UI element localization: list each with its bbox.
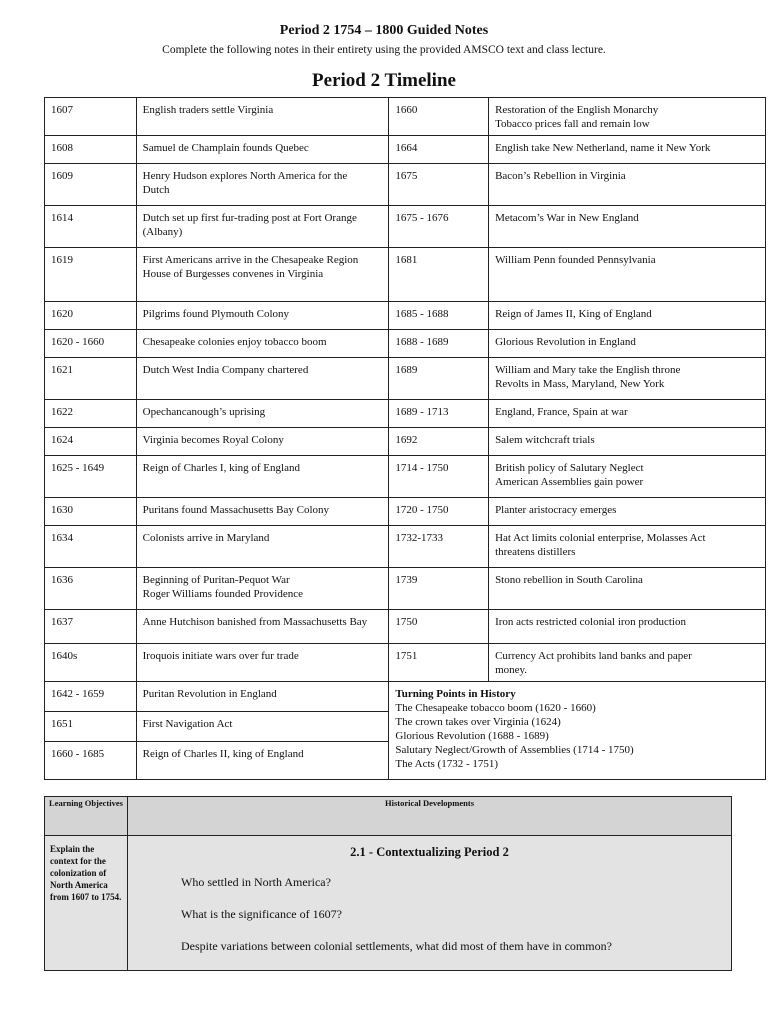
- timeline-row: [45, 644, 766, 682]
- timeline-year: 1634: [45, 526, 137, 568]
- timeline-event: First Navigation Act: [136, 712, 389, 742]
- timeline-event: [136, 400, 389, 428]
- timeline-row: [45, 206, 766, 248]
- question-2: What is the significance of 1607?: [181, 907, 342, 921]
- event-text-line: Puritans found Massachusetts Bay Colony: [142, 504, 330, 516]
- event-text-line: British policy of Salutary Neglect: [495, 462, 644, 474]
- timeline-year: 1624: [45, 428, 137, 456]
- timeline-event: [489, 98, 766, 136]
- turning-point-item: The Chesapeake tobacco boom (1620 - 1660): [395, 702, 596, 714]
- timeline-table: [44, 97, 766, 780]
- timeline-event: [489, 330, 766, 358]
- timeline-event: [136, 248, 389, 302]
- event-text-line: (Albany): [142, 226, 183, 238]
- event-text-line: House of Burgesses convenes in Virginia: [142, 268, 324, 280]
- timeline-row: [45, 682, 766, 712]
- timeline-year: 1620: [45, 302, 137, 330]
- page-subtitle: Complete the following notes in their entirety using the provided AMSCO text and class lecture.: [162, 44, 606, 56]
- timeline-year: 1720 - 1750: [389, 498, 489, 526]
- timeline-event: [489, 568, 766, 610]
- learning-objective-text: Explain the context for the colonization of North America from 1607 to 1754.: [50, 844, 122, 902]
- timeline-row: [45, 136, 766, 164]
- event-text-line: American Assemblies gain power: [495, 476, 644, 488]
- timeline-year: 1688 - 1689: [389, 330, 489, 358]
- timeline-event: [489, 498, 766, 526]
- event-text-line: Pilgrims found Plymouth Colony: [142, 308, 290, 320]
- timeline-year: 1625 - 1649: [45, 456, 137, 498]
- timeline-event: [489, 526, 766, 568]
- event-text-line: threatens distillers: [495, 546, 576, 558]
- timeline-row: [45, 330, 766, 358]
- timeline-event: [489, 610, 766, 644]
- timeline-year: 1675 - 1676: [389, 206, 489, 248]
- timeline-event: [136, 498, 389, 526]
- event-text-line: English take New Netherland, name it New York: [495, 142, 711, 154]
- developments-content-cell: [128, 836, 732, 971]
- event-text-line: Dutch: [142, 184, 170, 196]
- question-3: Despite variations between colonial settlements, what did most of them have in common?: [181, 939, 612, 953]
- page-title: Period 2 1754 – 1800 Guided Notes: [279, 23, 489, 38]
- event-text-line: Beginning of Puritan-Pequot War: [142, 574, 290, 586]
- timeline-event: [489, 428, 766, 456]
- timeline-row: [45, 302, 766, 330]
- timeline-year: 1660: [389, 98, 489, 136]
- timeline-year: 1609: [45, 164, 137, 206]
- timeline-year: 1620 - 1660: [45, 330, 137, 358]
- timeline-year: 1685 - 1688: [389, 302, 489, 330]
- event-text-line: Revolts in Mass, Maryland, New York: [495, 378, 665, 390]
- question-1: Who settled in North America?: [181, 875, 331, 889]
- timeline-event: [136, 526, 389, 568]
- event-text-line: Virginia becomes Royal Colony: [142, 434, 284, 446]
- event-text-line: Restoration of the English Monarchy: [495, 104, 659, 116]
- timeline-row: [45, 358, 766, 400]
- event-text-line: Hat Act limits colonial enterprise, Molasses Act: [495, 532, 706, 544]
- turning-points-heading: Turning Points in History: [395, 688, 516, 700]
- turning-points-cell: [389, 682, 766, 780]
- timeline-event: [489, 400, 766, 428]
- event-text-line: Chesapeake colonies enjoy tobacco boom: [142, 336, 327, 348]
- event-text-line: Iroquois initiate wars over fur trade: [142, 650, 299, 662]
- timeline-year: 1636: [45, 568, 137, 610]
- event-text-line: Iron acts restricted colonial iron production: [495, 616, 686, 628]
- timeline-row: [45, 400, 766, 428]
- turning-point-item: The crown takes over Virginia (1624): [395, 716, 561, 728]
- timeline-row: [45, 610, 766, 644]
- timeline-year: 1619: [45, 248, 137, 302]
- timeline-year: 1622: [45, 400, 137, 428]
- timeline-event: [489, 358, 766, 400]
- historical-developments-header: Historical Developments: [128, 797, 732, 836]
- timeline-year: 1642 - 1659: [45, 682, 137, 712]
- timeline-event: [136, 206, 389, 248]
- event-text-line: Samuel de Champlain founds Quebec: [142, 142, 309, 154]
- timeline-event: [136, 644, 389, 682]
- event-text-line: Dutch set up first fur-trading post at Fort Orange: [142, 212, 357, 224]
- timeline-year: 1637: [45, 610, 137, 644]
- timeline-event: [489, 456, 766, 498]
- timeline-year: 1664: [389, 136, 489, 164]
- timeline-year: 1651: [45, 712, 137, 742]
- timeline-event: [136, 136, 389, 164]
- event-text-line: Dutch West India Company chartered: [142, 364, 309, 376]
- event-text-line: Stono rebellion in South Carolina: [495, 574, 643, 586]
- event-text-line: Planter aristocracy emerges: [495, 504, 617, 516]
- event-text-line: Glorious Revolution in England: [495, 336, 636, 348]
- timeline-event: [136, 98, 389, 136]
- timeline-year: 1692: [389, 428, 489, 456]
- turning-point-item: Glorious Revolution (1688 - 1689): [395, 730, 549, 742]
- timeline-event: [136, 302, 389, 330]
- event-text-line: Tobacco prices fall and remain low: [495, 118, 650, 130]
- timeline-event: [489, 206, 766, 248]
- event-text-line: Reign of Charles I, king of England: [142, 462, 300, 474]
- event-text-line: Bacon’s Rebellion in Virginia: [495, 170, 626, 182]
- timeline-event: [489, 248, 766, 302]
- timeline-event: [136, 610, 389, 644]
- timeline-event: [489, 164, 766, 206]
- turning-point-item: Salutary Neglect/Growth of Assemblies (1714 - 1750): [395, 744, 634, 756]
- timeline-year: 1607: [45, 98, 137, 136]
- historical-developments-table: [44, 796, 732, 971]
- timeline-event: [489, 644, 766, 682]
- timeline-event: [136, 568, 389, 610]
- section-title: 2.1 - Contextualizing Period 2: [350, 845, 509, 859]
- timeline-year: 1675: [389, 164, 489, 206]
- event-text-line: Metacom’s War in New England: [495, 212, 639, 224]
- event-text-line: Salem witchcraft trials: [495, 434, 595, 446]
- event-text-line: Henry Hudson explores North America for the: [142, 170, 348, 182]
- timeline-year: 1751: [389, 644, 489, 682]
- timeline-event: [136, 456, 389, 498]
- timeline-row: [45, 526, 766, 568]
- event-text-line: Reign of James II, King of England: [495, 308, 652, 320]
- timeline-row: [45, 98, 766, 136]
- event-text-line: money.: [495, 664, 528, 676]
- timeline-event: [136, 330, 389, 358]
- timeline-event: [489, 302, 766, 330]
- timeline-event: Puritan Revolution in England: [136, 682, 389, 712]
- timeline-row: [45, 248, 766, 302]
- timeline-year: 1689: [389, 358, 489, 400]
- timeline-year: 1739: [389, 568, 489, 610]
- timeline-year: 1732-1733: [389, 526, 489, 568]
- learning-objective-cell: [45, 836, 128, 971]
- timeline-year: 1621: [45, 358, 137, 400]
- event-text-line: Currency Act prohibits land banks and paper: [495, 650, 692, 662]
- timeline-year: 1714 - 1750: [389, 456, 489, 498]
- timeline-event: Reign of Charles II, king of England: [136, 742, 389, 780]
- timeline-year: 1630: [45, 498, 137, 526]
- timeline-event: [136, 428, 389, 456]
- timeline-event: [136, 164, 389, 206]
- event-text-line: First Americans arrive in the Chesapeake Region: [142, 254, 359, 266]
- timeline-year: 1681: [389, 248, 489, 302]
- timeline-year: 1608: [45, 136, 137, 164]
- event-text-line: Roger Williams founded Providence: [142, 588, 303, 600]
- timeline-year: 1614: [45, 206, 137, 248]
- timeline-row: [45, 456, 766, 498]
- timeline-row: [45, 568, 766, 610]
- timeline-year: 1750: [389, 610, 489, 644]
- timeline-event: [136, 358, 389, 400]
- timeline-row: [45, 498, 766, 526]
- learning-objectives-header: Learning Objectives: [45, 797, 128, 836]
- timeline-title: Period 2 Timeline: [312, 70, 456, 91]
- developments-row: [45, 836, 732, 971]
- event-text-line: William and Mary take the English throne: [495, 364, 681, 376]
- event-text-line: Colonists arrive in Maryland: [142, 532, 270, 544]
- timeline-year: 1660 - 1685: [45, 742, 137, 780]
- event-text-line: William Penn founded Pennsylvania: [495, 254, 656, 266]
- timeline-year: 1640s: [45, 644, 137, 682]
- timeline-event: [489, 136, 766, 164]
- developments-header-row: [45, 797, 732, 836]
- timeline-row: [45, 428, 766, 456]
- event-text-line: Anne Hutchison banished from Massachusetts Bay: [142, 616, 368, 628]
- timeline-row: [45, 164, 766, 206]
- event-text-line: English traders settle Virginia: [142, 104, 274, 116]
- timeline-year: 1689 - 1713: [389, 400, 489, 428]
- event-text-line: Opechancanough’s uprising: [142, 406, 266, 418]
- event-text-line: England, France, Spain at war: [495, 406, 628, 418]
- turning-point-item: The Acts (1732 - 1751): [395, 758, 499, 770]
